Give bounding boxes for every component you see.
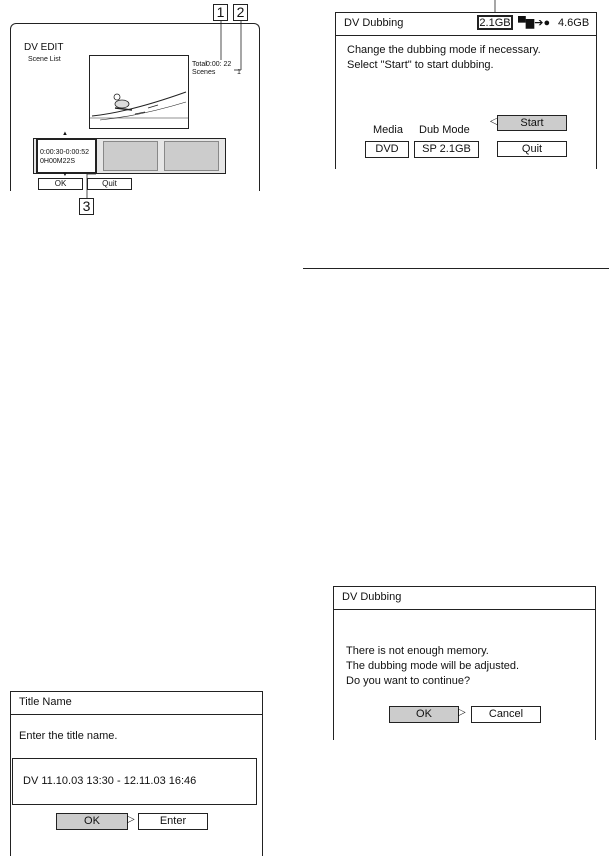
scenes-value: 1	[237, 69, 241, 76]
confirm-cancel-button[interactable]: Cancel	[471, 706, 541, 723]
title-name-input[interactable]	[12, 758, 257, 805]
total-capacity: 4.6GB	[558, 17, 590, 29]
total-value: 0:00: 22	[206, 61, 232, 68]
title-name-value: DV 11.10.03 13:30 - 12.11.03 16:46	[23, 775, 197, 787]
dv-edit-ok-button[interactable]: OK	[38, 178, 83, 190]
camcorder-to-disc-icon: ▀▆➔●	[518, 17, 551, 29]
dub-mode-header: Dub Mode	[419, 124, 470, 136]
dv-edit-title: DV EDIT	[24, 42, 64, 53]
quit-button[interactable]: Quit	[497, 141, 567, 157]
scene-list-label: Scene List	[28, 56, 61, 63]
confirm-line-2: The dubbing mode will be adjusted.	[346, 660, 520, 672]
confirm-ok-button[interactable]: OK	[389, 706, 459, 723]
media-field[interactable]: DVD	[365, 141, 409, 158]
callout-2: 2	[233, 4, 248, 21]
dub-mode-field[interactable]: SP 2.1GB	[414, 141, 479, 158]
dv-dubbing-confirm-dialog	[333, 586, 596, 740]
down-arrow-icon: ▼	[62, 172, 68, 178]
thumbnail-time: 0:00:30-0:00:52	[40, 149, 90, 156]
start-cursor-icon: ◁	[490, 116, 498, 127]
confirm-line-1: There is not enough memory.	[346, 645, 489, 657]
thumbnail-duration: 0H00M22S	[40, 158, 76, 165]
media-header: Media	[373, 124, 403, 136]
title-ok-button[interactable]: OK	[56, 813, 128, 830]
dv-dubbing-title: DV Dubbing	[344, 17, 404, 29]
size-badge: 2.1GB	[477, 15, 513, 30]
confirm-titlebar	[334, 587, 595, 610]
start-button[interactable]: Start	[497, 115, 567, 131]
scenes-label: Scenes	[192, 69, 216, 76]
instruction-line-2: Select "Start" to start dubbing.	[347, 59, 494, 71]
section-divider	[303, 268, 609, 269]
title-name-prompt: Enter the title name.	[19, 730, 118, 742]
ok-cursor-icon: ▷	[458, 707, 466, 718]
dv-dubbing-titlebar	[336, 13, 596, 36]
callout-1: 1	[213, 4, 228, 21]
confirm-title: DV Dubbing	[342, 591, 402, 603]
title-name-dialog	[10, 691, 263, 856]
title-ok-cursor-icon: ▷	[127, 814, 135, 825]
title-name-title: Title Name	[19, 696, 72, 708]
up-arrow-icon: ▲	[62, 131, 68, 137]
dv-edit-quit-button[interactable]: Quit	[87, 178, 132, 190]
callout-3: 3	[79, 198, 94, 215]
dv-dubbing-screen	[335, 12, 597, 169]
total-label: Total	[192, 61, 207, 68]
title-name-titlebar	[11, 692, 262, 715]
instruction-line-1: Change the dubbing mode if necessary.	[347, 44, 541, 56]
confirm-line-3: Do you want to continue?	[346, 675, 471, 687]
title-enter-button[interactable]: Enter	[138, 813, 208, 830]
